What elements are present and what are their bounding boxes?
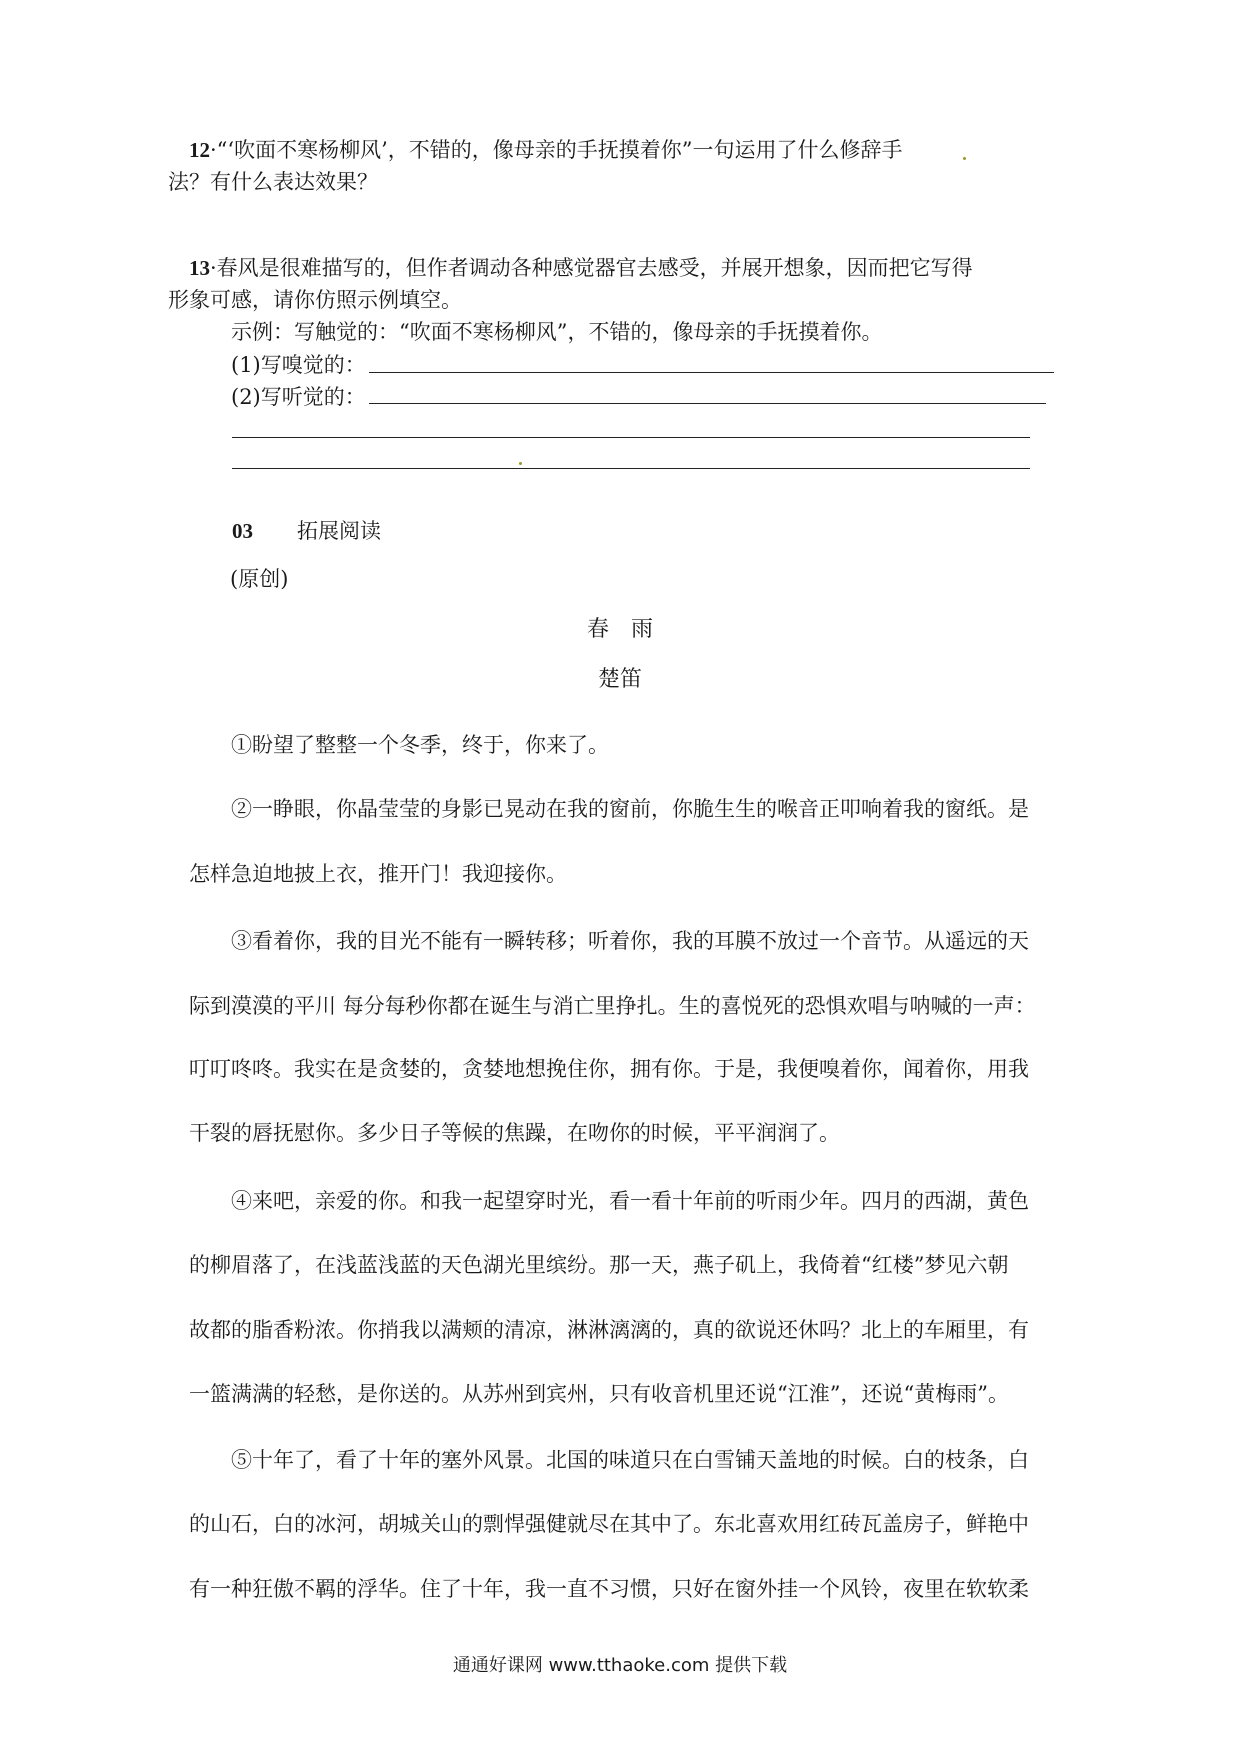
question-13-line-2: 形象可感，请你仿照示例填空。 <box>168 288 462 312</box>
section-title: 拓展阅读 <box>297 519 381 543</box>
source-note: (原创) <box>230 567 289 591</box>
page-footer: 通通好课网 www.tthaoke.com 提供下载 <box>452 1655 788 1676</box>
essay-paragraph: 有一种狂傲不羁的浮华。住了十年，我一直不习惯，只好在窗外挂一个风铃，夜里在软软柔 <box>189 1577 1029 1601</box>
question-13-line-1 <box>189 252 973 285</box>
essay-paragraph: 干裂的唇抚慰你。多少日子等候的焦躁，在吻你的时候，平平润润了。 <box>189 1121 840 1145</box>
essay-paragraph: 一篮满满的轻愁，是你送的。从苏州到宾州，只有收音机里还说“江淮”，还说“黄梅雨”。 <box>189 1382 1009 1406</box>
question-13-number: 13 <box>189 256 210 280</box>
essay-paragraph: ⑤十年了，看了十年的塞外风景。北国的味道只在白雪铺天盖地的时候。白的枝条，白 <box>231 1448 1029 1472</box>
hearing-label: (2)写听觉的： <box>231 385 366 409</box>
answer-line-4[interactable] <box>232 468 1030 469</box>
section-heading <box>232 515 381 545</box>
question-13-example: 示例：写触觉的：“吹面不寒杨柳风”，不错的，像母亲的手抚摸着你。 <box>231 320 883 344</box>
essay-paragraph: ①盼望了整整一个冬季，终于，你来了。 <box>231 733 609 757</box>
answer-line-3[interactable] <box>232 437 1030 438</box>
essay-paragraph: 的山石，白的冰河，胡城关山的剽悍强健就尽在其中了。东北喜欢用红砖瓦盖房子，鲜艳中 <box>189 1512 1029 1536</box>
question-13-text-1: ·春风是很难描写的，但作者调动各种感觉器官去感受，并展开想象，因而把它写得 <box>210 256 973 280</box>
question-12-line-2: 法？有什么表达效果？ <box>168 170 378 194</box>
essay-paragraph: 故都的脂香粉浓。你捎我以满颊的清凉，淋淋漓漓的，真的欲说还休吗？北上的车厢里，有 <box>189 1318 1029 1342</box>
essay-paragraph: 际到漠漠的平川 每分每秒你都在诞生与消亡里挣扎。生的喜悦死的恐惧欢唱与呐喊的一声： <box>189 994 1036 1018</box>
speck-mark-2 <box>519 462 522 465</box>
essay-title: 春 雨 <box>586 617 653 642</box>
essay-author: 楚笛 <box>597 667 642 692</box>
smell-label: (1)写嗅觉的： <box>231 353 366 377</box>
essay-paragraph: 叮叮咚咚。我实在是贪婪的，贪婪地想挽住你，拥有你。于是，我便嗅着你，闻着你，用我 <box>189 1057 1029 1081</box>
question-12-line-1 <box>189 134 903 167</box>
essay-paragraph: ③看着你，我的目光不能有一瞬转移；听着你，我的耳膜不放过一个音节。从遥远的天 <box>231 929 1029 953</box>
essay-paragraph: 的柳眉落了，在浅蓝浅蓝的天色湖光里缤纷。那一天，燕子矶上，我倚着“红楼”梦见六朝 <box>189 1253 1009 1277</box>
essay-paragraph: ②一睁眼，你晶莹莹的身影已晃动在我的窗前，你脆生生的喉音正叩响着我的窗纸。是 <box>231 797 1029 821</box>
smell-answer-line[interactable] <box>369 372 1054 373</box>
section-number: 03 <box>232 519 253 543</box>
question-12-text-1: ·“‘吹面不寒杨柳风’，不错的，像母亲的手抚摸着你”一句运用了什么修辞手 <box>210 138 903 162</box>
speck-mark <box>963 157 966 160</box>
question-12-number: 12 <box>189 138 210 162</box>
essay-paragraph: 怎样急迫地披上衣，推开门！我迎接你。 <box>189 862 567 886</box>
essay-paragraph: ④来吧，亲爱的你。和我一起望穿时光，看一看十年前的听雨少年。四月的西湖，黄色 <box>231 1189 1029 1213</box>
hearing-answer-line[interactable] <box>369 403 1046 404</box>
